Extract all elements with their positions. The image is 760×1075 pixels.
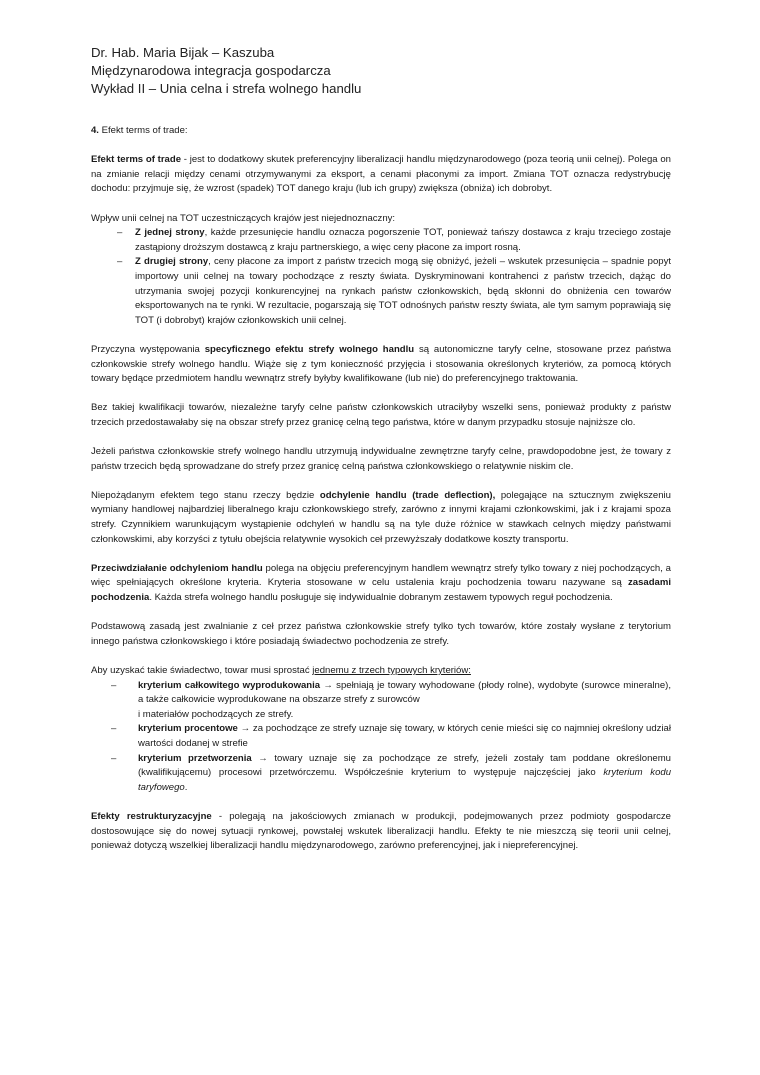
- section-title: Efekt terms of trade:: [101, 125, 188, 136]
- list-item: – kryterium całkowitego wyprodukowania → spełniają je towary wyhodowane (płody rolne), wydobyte (surowce mineralne), a także całkowicie wyprodukowane na obszarze strefy z surowców i materiałów pochodzących ze strefy.: [111, 679, 672, 720]
- list-item: – kryterium przetworzenia → towary uznaje się za pochodzące ze strefy, jeżeli zostały tam poddane określonemu (kwalifikującemu) procesowi przetwórczemu. Współcześnie kryterium to występuje najczęściej jako kryterium kodu taryfowego.: [111, 752, 671, 793]
- paragraph-counteracting: Przeciwdziałanie odchyleniom handlu polega na objęciu preferencyjnym handlem wewnątrz strefy tylko towary z niej pochodzących, a więc spełniających określone kryteria. Kryteria stosowane w celu ustalenia kraju pochodzenia towaru nazywane są zasadami pochodzenia. Każda strefa wolnego handlu posługuje się indywidualnie dobranym zestawem typowych reguł pochodzenia.: [91, 562, 671, 603]
- paragraph-trade-deflection: Niepożądanym efektem tego stanu rzeczy będzie odchylenie handlu (trade deflection), polegające na sztucznym zwiększeniu wymiany handlowej najbardziej liberalnego kraju członkowskiego strefy, zarówno z innymi krajami członkowskimi, jak i z krajami spoza strefy. Czynnikiem warunkującym wystąpienie odchyleń w handlu są na tyle duże różnice w stawkach celnych między państwami członkowskimi, aby korzyści z tytułu obejścia relatywnie wysokich ceł przewyższały dodatkowe koszty transportu.: [91, 489, 671, 545]
- criteria-list: [91, 679, 671, 796]
- lecture-title: Wykład II – Unia celna i strefa wolnego handlu: [91, 81, 362, 96]
- document-body: [91, 124, 671, 854]
- paragraph-restructuring: Efekty restrukturyzacyjne - polegają na jakościowych zmianach w produkcji, podejmowanych przez podmioty gospodarcze dostosowujące się do nowej sytuacji rynkowej, powstałej wskutek liberalizacji handlu. Efekty te nie mieszczą się teorii unii celnej, ponieważ dotyczą wszelkiej liberalizacji handlu międzynarodowego, zarówno preferencyjnej, jak i niepreferencyjnej.: [91, 810, 671, 852]
- paragraph-basic-rule: Podstawową zasadą jest zwalnianie z ceł przez państwa członkowskie strefy tylko tych towarów, które zostały wysłane z terytorium innego państwa członkowskiego i które posiadają świadectwo pochodzenia ze strefy.: [91, 621, 671, 647]
- list-item: – Z drugiej strony, ceny płacone za import z państw trzecich mogą się obniżyć, jeżeli – wskutek przesunięcia – spadnie popyt importowy unii celnej na towary pochodzące z reszty świata. Dyskryminowani kontrahenci z państw trzecich, dążąc do utrzymania swojej pozycji konkurencyjnej na rynkach państw członkowskich, będą skłonni do obniżenia cen towarów eksportowanych na te rynki. W rezultacie, pogarszają się TOT odnośnych państw reszty świata, ale tym samym poprawiają się TOT (i dobrobyt) krajów członkowskich unii celnej.: [117, 256, 671, 326]
- arrow-icon: →: [323, 679, 333, 691]
- tot-impact-list: [91, 226, 671, 328]
- course-title: Międzynarodowa integracja gospodarcza: [91, 63, 331, 78]
- arrow-icon: →: [258, 752, 268, 764]
- paragraph-terms-of-trade: Efekt terms of trade - jest to dodatkowy skutek preferencyjny liberalizacji handlu międzynarodowego (poza teorią unii celnej). Polega on na zmianie relacji między cenami otrzymywanymi za eksport, a cenami płaconymi za import. Zmiana TOT oznacza redystrybucję dochodu: przyjmuje się, że wzrost (spadek) TOT danego kraju (lub ich grupy) zwiększa (obniża) ich dobrobyt.: [91, 154, 671, 195]
- paragraph-criteria-intro: Aby uzyskać takie świadectwo, towar musi sprostać jednemu z trzech typowych kryteriów:: [91, 664, 471, 676]
- section-number: 4.: [91, 125, 99, 136]
- term-terms-of-trade: Efekt terms of trade: [91, 154, 182, 166]
- paragraph-specific-effect: Przyczyna występowania specyficznego efektu strefy wolnego handlu są autonomiczne taryfy celne, stosowane przez państwa członkowskie strefy wolnego handlu. Wiąże się z tym konieczność przyjęcia i stosowania określonych kryteriów, za pomocą których towary będące przedmiotem handlu wewnątrz strefy byłyby kwalifikowane (lub nie) do preferencyjnego traktowania.: [91, 343, 671, 385]
- paragraph-external-tariffs: Jeżeli państwa członkowskie strefy wolnego handlu utrzymują indywidualne zewnętrzne taryfy celne, prawdopodobne jest, że towary z państw trzecich będą sprowadzane do strefy przez granicę celną państwa członkowskiego o relatywnie niskim cle.: [91, 446, 671, 472]
- author-line: Dr. Hab. Maria Bijak – Kaszuba: [91, 45, 275, 60]
- list-item: – Z jednej strony, każde przesunięcie handlu oznacza pogorszenie TOT, ponieważ tańszy dostawca z kraju trzeciego zostaje zastąpiony droższym dostawcą z kraju partnerskiego, a więc ceny płacone za import rosną.: [117, 227, 672, 253]
- paragraph-tot-intro: Wpływ unii celnej na TOT uczestniczących krajów jest niejednoznaczny:: [91, 212, 396, 224]
- arrow-icon: →: [240, 723, 251, 735]
- list-item: – kryterium procentowe → za pochodzące ze strefy uznaje się towary, w których cenie mieści się co najmniej określony udział wartości dodanej w strefie: [111, 723, 671, 749]
- paragraph-qualification: Bez takiej kwalifikacji towarów, niezależne taryfy celne państw członkowskich utraciłyby wszelki sens, ponieważ produkty z państw trzecich przedostawałaby się na obszar strefy przez granicę celną tego państwa, które w danym przypadku stosuje najniższe cło.: [91, 402, 671, 428]
- document-header: [91, 44, 361, 98]
- section-heading: [91, 124, 671, 139]
